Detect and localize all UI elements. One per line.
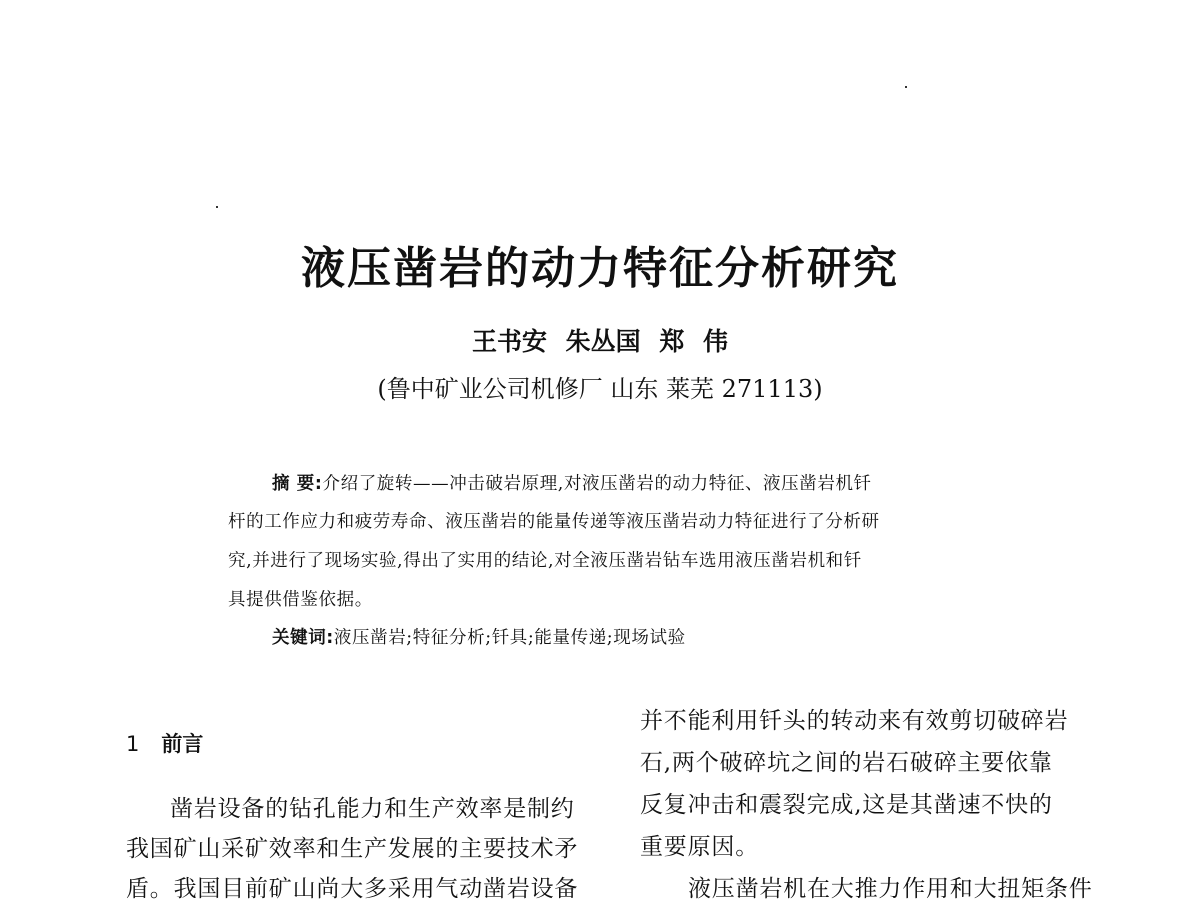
- affiliation: (鲁中矿业公司机修厂 山东 莱芜 271113): [377, 375, 823, 403]
- keywords-label: 关键词:: [272, 628, 334, 648]
- author-list: 王书安 朱丛国 郑 伟: [471, 327, 729, 356]
- abstract-line: 具提供借鉴依据。: [228, 590, 373, 610]
- right-column-line: 石,两个破碎坑之间的岩石破碎主要依靠: [640, 750, 1053, 776]
- section-number: 1: [126, 732, 140, 756]
- paper-title: 液压凿岩的动力特征分析研究: [301, 243, 899, 294]
- keywords-line: [272, 624, 686, 649]
- scan-speck: [905, 86, 907, 88]
- left-column-line: 盾。我国目前矿山尚大多采用气动凿岩设备: [126, 876, 579, 902]
- right-column-line: 反复冲击和震裂完成,这是其凿速不快的: [640, 792, 1053, 818]
- scan-speck: [216, 206, 218, 208]
- left-column-line: 我国矿山采矿效率和生产发展的主要技术矛: [126, 836, 579, 862]
- abstract-line: 杆的工作应力和疲劳寿命、液压凿岩的能量传递等液压凿岩动力特征进行了分析研: [228, 512, 880, 532]
- left-column-line: 凿岩设备的钻孔能力和生产效率是制约: [170, 796, 575, 822]
- abstract-text: 介绍了旋转——冲击破岩原理,对液压凿岩的动力特征、液压凿岩机钎: [322, 474, 872, 494]
- right-column-line: 并不能利用钎头的转动来有效剪切破碎岩: [640, 708, 1069, 734]
- keywords-text: 液压凿岩;特征分析;钎具;能量传递;现场试验: [333, 628, 686, 648]
- section-title: 前言: [161, 732, 204, 756]
- right-column-line: 重要原因。: [640, 834, 759, 860]
- abstract-label: 摘 要:: [272, 474, 323, 494]
- section-heading: [126, 728, 203, 758]
- abstract-line: [272, 470, 872, 495]
- right-column-line: 液压凿岩机在大推力作用和大扭矩条件: [688, 876, 1093, 902]
- abstract-line: 究,并进行了现场实验,得出了实用的结论,对全液压凿岩钻车选用液压凿岩机和钎: [228, 551, 862, 571]
